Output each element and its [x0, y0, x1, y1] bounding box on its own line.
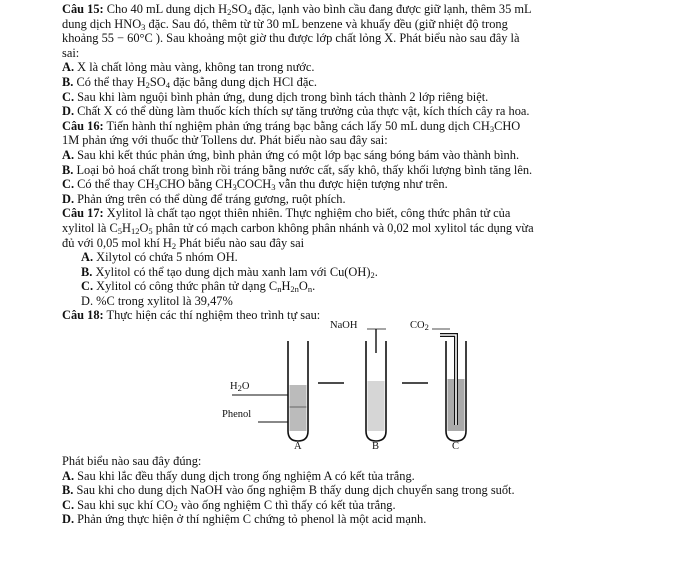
q17-number: Câu 17:	[62, 206, 104, 221]
tube-c-label: C	[452, 441, 460, 453]
q17-line-1: Câu 17: Xylitol là chất tạo ngọt thiên nhiên. Thực nghiệm cho biết, công thức phân tử của	[62, 206, 511, 221]
tube-a-label: A	[294, 441, 302, 453]
q18-prompt: Phát biểu nào sau đây đúng:	[62, 454, 202, 469]
q15-option-d: D. Chất X có thể dùng làm thuốc kích thích sự tăng trưởng của thực vật, kích thích cây ra hoa.	[62, 104, 530, 119]
h2o-label: $H_2O$	[230, 381, 250, 394]
co2-label: $CO_2$	[410, 320, 429, 333]
test-tube-diagram	[62, 323, 672, 454]
tube-b-label: B	[372, 441, 380, 453]
q15-number: Câu 15:	[62, 2, 104, 16]
q18-option-b: B. Sau khi cho dung dịch NaOH vào ống nghiệm B thấy dung dịch chuyển sang trong suốt.	[62, 483, 515, 498]
q15-line-3: khoảng 55 − 60°C ). Sau khoảng một giờ thu được lớp chất lỏng X. Phát biểu nào sau đây là	[62, 31, 520, 46]
q15-option-b: B. Có thể thay $H_2SO_4$ đặc bằng dung dịch HCl đặc.	[62, 74, 317, 90]
q18-number: Câu 18:	[62, 308, 104, 323]
q17-option-a: A. Xilytol có chứa 5 nhóm OH.	[81, 250, 238, 265]
experiment-figure	[62, 320, 672, 454]
q15-option-c: C. Sau khi làm nguội bình phản ứng, dung dịch trong bình tách thành 2 lớp riêng biệt.	[62, 89, 489, 104]
q17-option-b: B. Xylitol có thể tạo dung dịch màu xanh lam với $Cu(OH)_2$.	[81, 264, 378, 280]
q15-line-1: Câu 15: Cho 40 mL dung dịch $H_2SO_4$ đặc, lạnh vào bình cầu đang được giữ lạnh, thêm 35 mL	[62, 2, 532, 17]
q17-option-c: C. Xylitol có công thức phân tử dạng $C_nH_{2n}O_n$.	[81, 279, 316, 295]
q15-line-2: dung dịch $HNO_3$ đặc. Sau đó, thêm từ từ 30 mL benzene và khuấy đều (giữ nhiệt độ trong	[62, 16, 508, 32]
tube-b-solution	[368, 381, 385, 431]
q18-option-d: D. Phản ứng thực hiện ở thí nghiệm C chứng tỏ phenol là một acid mạnh.	[62, 512, 427, 527]
q16-number: Câu 16:	[62, 118, 104, 133]
q16-line-1: Câu 16: Tiến hành thí nghiệm phản ứng tráng bạc bằng cách lấy 50 mL dung dịch $CH_3CHO$	[62, 118, 521, 134]
q18-option-a: A. Sau khi lắc đều thấy dung dịch trong ống nghiệm A có kết tủa trắng.	[62, 468, 415, 483]
q17-line-2: xylitol là $C_5H_{12}O_5$ phân tử có mạch carbon không phân nhánh và 0,02 mol xylitol tác dụng vừa	[62, 220, 534, 236]
q16-option-a: A. Sau khi kết thúc phản ứng, bình phản ứng có một lớp bạc sáng bóng bám vào thành bình.	[62, 147, 520, 162]
q18-line-1: Câu 18: Thực hiện các thí nghiệm theo trình tự sau:	[62, 308, 321, 323]
q16-option-b: B. Loại bỏ hoá chất trong bình rồi tráng bằng nước cất, sấy khô, thấy khối lượng bình tăng lên.	[62, 162, 533, 177]
q18-option-c: C. Sau khi sục khí $CO_2$ vào ống nghiệm C thì thấy có kết tủa trắng.	[62, 497, 396, 513]
q16-line-2: 1M phản ứng với thuốc thử Tollens dư. Phát biểu nào sau đây sai:	[62, 133, 388, 148]
q17-option-d: D. %C trong xylitol là 39,47%	[81, 293, 233, 308]
q17-line-3: đủ với 0,05 mol khí $H_2$ Phát biểu nào sau đây sai	[62, 235, 305, 251]
q16-option-d: D. Phản ứng trên có thể dùng để tráng gương, ruột phích.	[62, 191, 346, 206]
tube-a-phenol-layer	[290, 385, 307, 431]
document-page	[62, 2, 672, 527]
phenol-label: Phenol	[222, 409, 252, 421]
naoh-label: NaOH	[330, 320, 358, 332]
q15-option-a: A. X là chất lỏng màu vàng, không tan trong nước.	[62, 60, 315, 75]
q15-line-4: sai:	[62, 45, 80, 60]
q16-option-c: C. Có thể thay $CH_3CHO$ bằng $CH_3COCH_3$ vẫn thu được hiện tượng như trên.	[62, 177, 448, 193]
